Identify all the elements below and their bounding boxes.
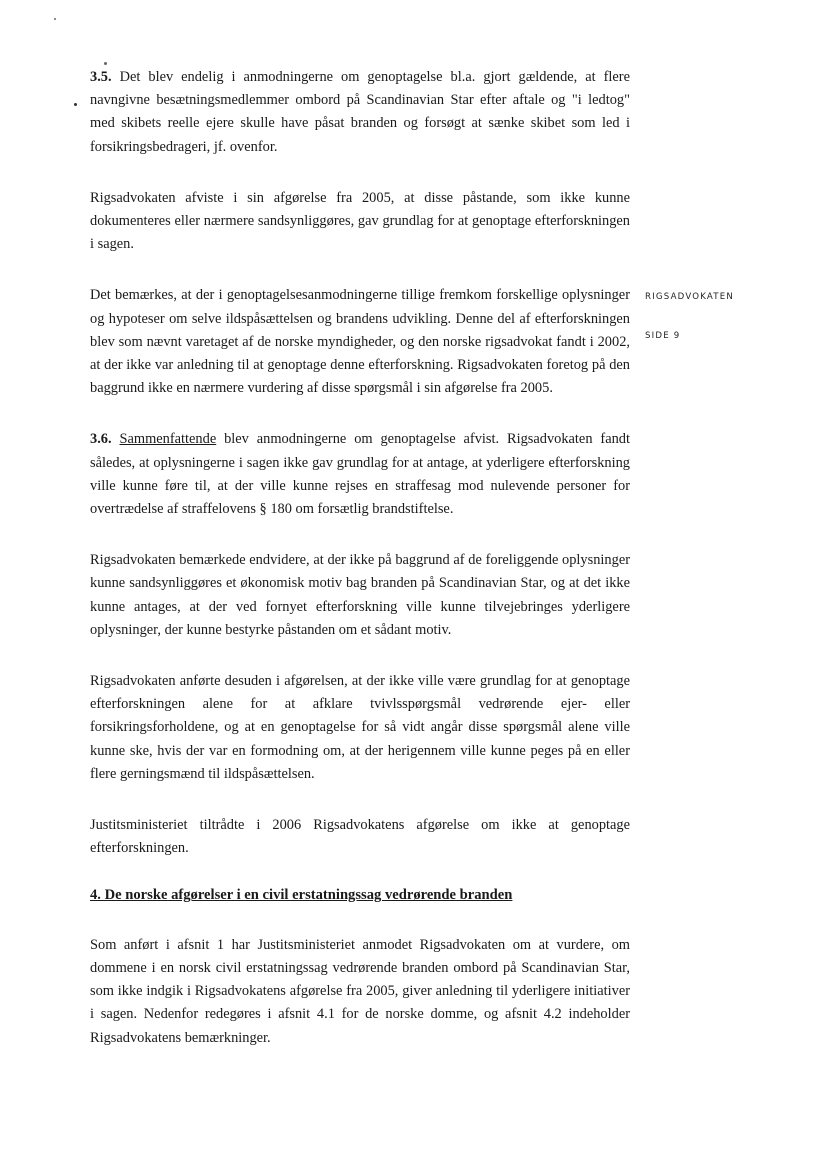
paragraph: Rigsadvokaten bemærkede endvidere, at der ikke på baggrund af de foreliggende oplysninger kunne sandsynliggøres et økonomisk motiv bag branden på Scandinavian Star, og at det ikke kunne antages, at der ved fornyet efterforskning ville kunne tilvejebringes yderligere oplysninger, der kunne bestyrke påstanden om et sådant motiv. — [90, 552, 630, 638]
paragraph: Rigsadvokaten anførte desuden i afgørelsen, at der ikke ville være grundlag for at genoptage efterforskningen alene for at afklare tvivlsspørgsmål vedrørende ejer- eller forsikringsforholdene, og at en genoptagelse for så vidt angår disse spørgsmål alene ville kunne ske, hvis der var en formodning om, at der herigennem ville kunne peges på en eller flere gerningsmænd til ildspåsættelsen. — [90, 673, 630, 782]
body-text — [90, 66, 630, 1074]
section-number: 3.5. — [90, 69, 112, 85]
paragraph-3-6 — [90, 428, 630, 521]
paragraph-3-5 — [90, 66, 630, 159]
section-number: 3.6. — [90, 431, 112, 448]
paragraph: Det bemærkes, at der i genoptagelsesanmodningerne tillige fremkom forskellige oplysninger og hypoteser om selve ildspåsættelsen og brandens udvikling. Denne del af efterforskningen blev som nævnt varetaget af de norske myndigheder, og den norske rigsadvokat fandt i 2002, at der ikke var anledning til at genoptage denne efterforskning. Rigsadvokaten foretog på den baggrund ikke en nærmere vurdering af disse spørgsmål i sin afgørelse fra 2005. — [90, 287, 630, 397]
scan-speck — [54, 18, 56, 20]
margin-page-number: SIDE 9 — [645, 331, 681, 341]
underlined-term: Sammenfattende — [119, 431, 217, 448]
paragraph: Som anført i afsnit 1 har Justitsministeriet anmodet Rigsadvokaten om at vurdere, om dommene i en norsk civil erstatningssag vedrørende branden ombord på Scandinavian Star, som ikke indgik i Rigsadvokatens afgørelse fra 2005, giver anledning til yderligere initiativer i sagen. Nedenfor redegøres i afsnit 4.1 for de norske domme, og afsnit 4.2 indeholder Rigsadvokatens bemærkninger. — [90, 936, 630, 1046]
margin-office-name: RIGSADVOKATEN — [645, 292, 735, 302]
section-heading: 4. De norske afgørelser i en civil erstatningssag vedrørende branden — [90, 887, 513, 904]
scan-speck — [74, 103, 77, 106]
paragraph: Justitsministeriet tiltrådte i 2006 Rigsadvokatens afgørelse om ikke at genoptage efterforskningen. — [90, 817, 630, 857]
paragraph-text: Det blev endelig i anmodningerne om genoptagelse bl.a. gjort gældende, at flere navngivne besætningsmedlemmer ombord på Scandinavian Star efter aftale og "i ledtog" med skibets reelle ejere skulle have påsat branden og forsøgt at sænke skibet som led i forsikringsbedrageri, jf. ovenfor. — [90, 69, 630, 155]
paragraph-text: blev anmodningerne om genoptagelse afvist. Rigsadvokaten fandt således, at oplysningerne i sagen ikke gav grundlag for at antage, at yderligere efterforskning ville kunne føre til, at der ville kunne rejses en straffesag mod nulevende personer for overtrædelse af straffelovens § 180 om forsætlig brandstiftelse. — [90, 431, 630, 518]
paragraph: Rigsadvokaten afviste i sin afgørelse fra 2005, at disse påstande, som ikke kunne dokumenteres eller nærmere sandsynliggøres, gav grundlag for at genoptage efterforskningen i sagen. — [90, 189, 630, 253]
scan-speck — [104, 62, 107, 65]
